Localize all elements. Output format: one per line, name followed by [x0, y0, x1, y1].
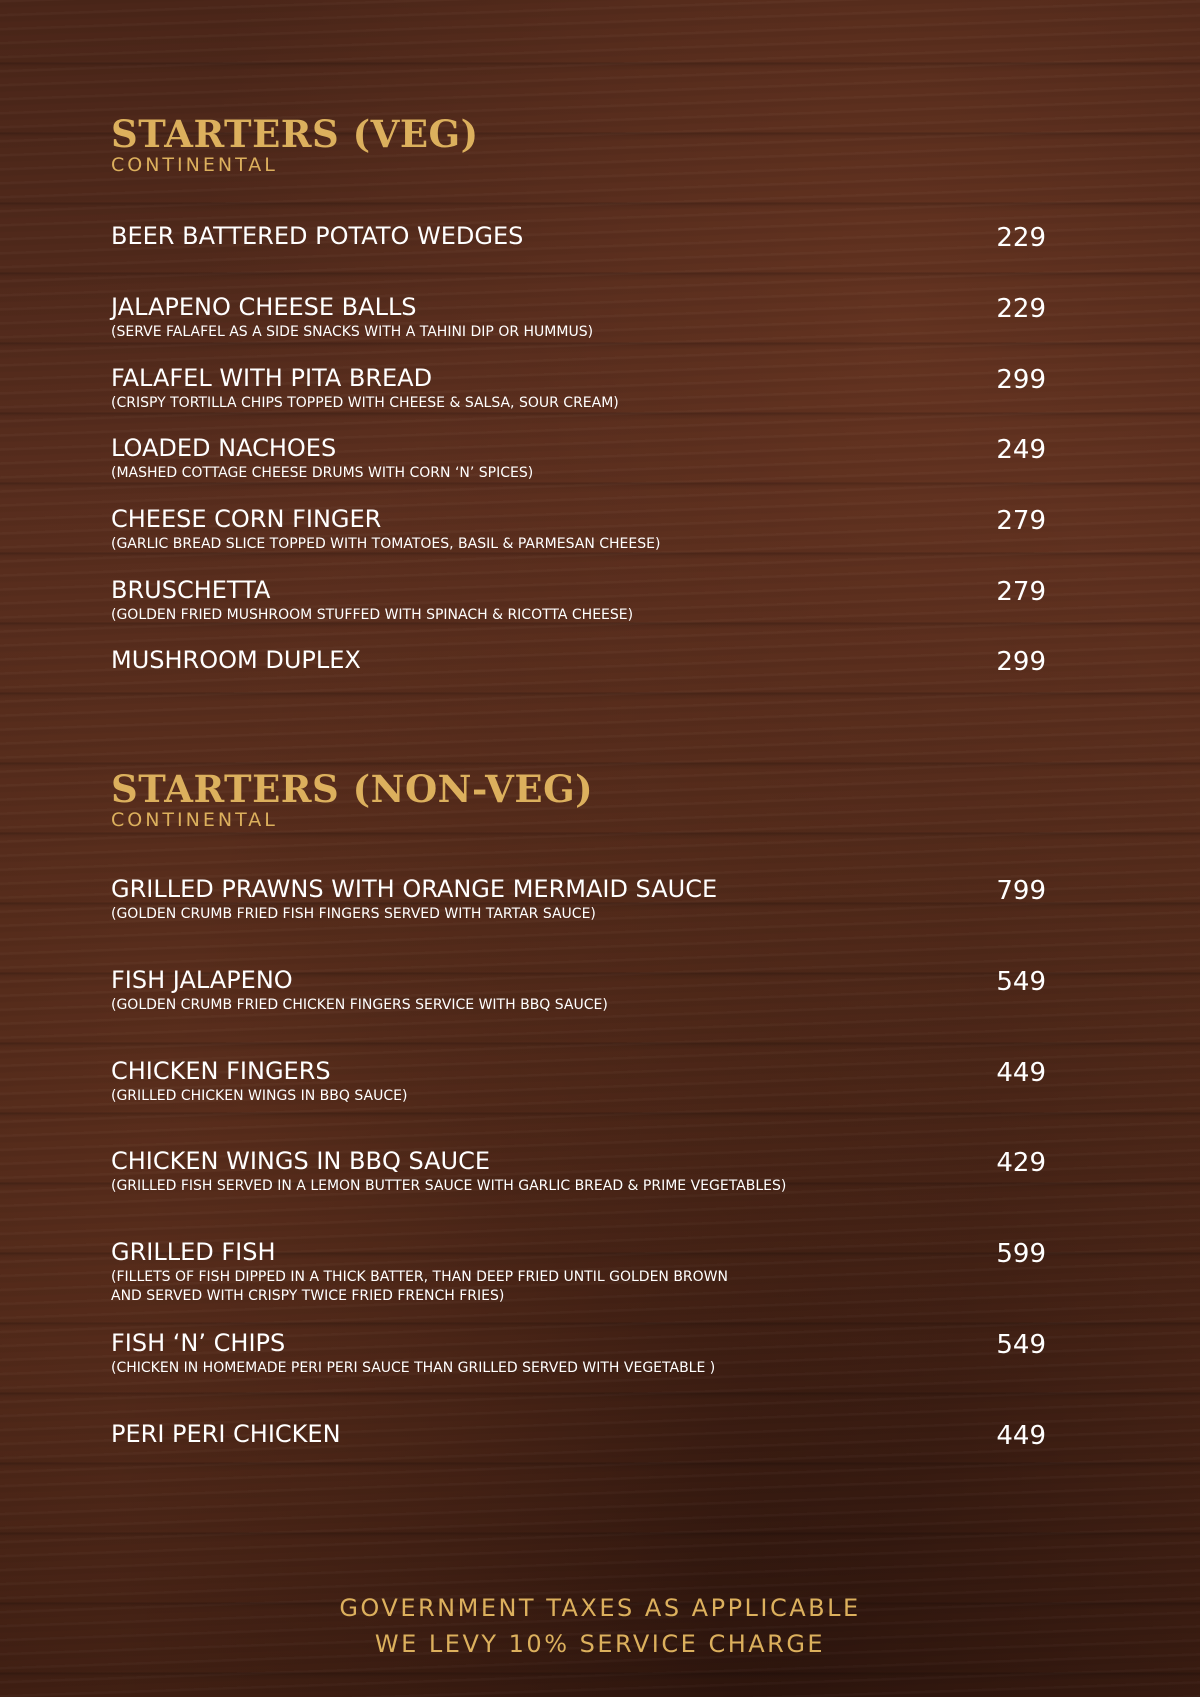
item-description: (SERVE FALAFEL AS A SIDE SNACKS WITH A TAHINI DIP OR HUMMUS) — [111, 324, 594, 340]
item-name: BEER BATTERED POTATO WEDGES — [111, 222, 524, 250]
item-name: MUSHROOM DUPLEX — [111, 646, 361, 674]
section-title: STARTERS (NON-VEG) — [111, 767, 594, 811]
item-price: 429 — [996, 1148, 1046, 1178]
item-name: CHEESE CORN FINGER — [111, 505, 382, 533]
item-price: 229 — [996, 294, 1046, 324]
section-title: STARTERS (VEG) — [111, 112, 479, 156]
footer-service-charge-note: WE LEVY 10% SERVICE CHARGE — [374, 1630, 826, 1658]
menu-item — [111, 875, 1046, 924]
section-subtitle: CONTINENTAL — [111, 809, 278, 831]
menu-item — [111, 434, 1046, 483]
item-description: (GOLDEN FRIED MUSHROOM STUFFED WITH SPINACH & RICOTTA CHEESE) — [111, 607, 634, 623]
item-name: FALAFEL WITH PITA BREAD — [111, 364, 433, 392]
item-description: (MASHED COTTAGE CHEESE DRUMS WITH CORN ‘N’ SPICES) — [111, 465, 534, 481]
menu-item — [111, 966, 1046, 1015]
item-price: 229 — [996, 223, 1046, 253]
item-name: FISH JALAPENO — [111, 966, 293, 994]
item-name: GRILLED FISH — [111, 1238, 276, 1266]
item-name: FISH ‘N’ CHIPS — [111, 1329, 286, 1357]
menu-item — [111, 505, 1046, 554]
item-description: (GRILLED CHICKEN WINGS IN BBQ SAUCE) — [111, 1088, 408, 1104]
menu-item — [111, 576, 1046, 625]
item-price: 299 — [996, 365, 1046, 395]
menu-item — [111, 364, 1046, 413]
menu-item — [111, 293, 1046, 342]
item-description: (GOLDEN CRUMB FRIED CHICKEN FINGERS SERVICE WITH BBQ SAUCE) — [111, 997, 608, 1013]
menu-item — [111, 222, 1046, 253]
item-price: 449 — [996, 1421, 1046, 1451]
menu-item — [111, 1147, 1046, 1196]
item-description: (FILLETS OF FISH DIPPED IN A THICK BATTER, THAN DEEP FRIED UNTIL GOLDEN BROWN AND SERVED WITH CRISPY TWICE FRIED FRENCH FRIES) — [111, 1269, 728, 1304]
item-description: (CRISPY TORTILLA CHIPS TOPPED WITH CHEESE & SALSA, SOUR CREAM) — [111, 395, 619, 411]
item-name: CHICKEN FINGERS — [111, 1057, 331, 1085]
item-name: GRILLED PRAWNS WITH ORANGE MERMAID SAUCE — [111, 875, 718, 903]
menu-item — [111, 1420, 1046, 1451]
menu-item — [111, 1057, 1046, 1106]
item-price: 799 — [996, 876, 1046, 906]
menu-item — [111, 1238, 1046, 1306]
item-price: 249 — [996, 435, 1046, 465]
item-name: JALAPENO CHEESE BALLS — [111, 293, 417, 321]
item-description: (GRILLED FISH SERVED IN A LEMON BUTTER SAUCE WITH GARLIC BREAD & PRIME VEGETABLES) — [111, 1178, 787, 1194]
item-name: BRUSCHETTA — [111, 576, 271, 604]
menu-item — [111, 646, 1046, 677]
item-price: 549 — [996, 1330, 1046, 1360]
item-name: CHICKEN WINGS IN BBQ SAUCE — [111, 1147, 491, 1175]
section-header-non-veg — [111, 769, 1046, 831]
section-subtitle: CONTINENTAL — [111, 154, 278, 176]
item-price: 449 — [996, 1058, 1046, 1088]
footer-tax-note: GOVERNMENT TAXES AS APPLICABLE — [339, 1594, 861, 1622]
item-price: 549 — [996, 967, 1046, 997]
item-price: 279 — [996, 577, 1046, 607]
footer-notice — [0, 1590, 1200, 1662]
section-header-veg — [111, 114, 1046, 176]
item-price: 279 — [996, 506, 1046, 536]
menu-item — [111, 1329, 1046, 1378]
item-price: 599 — [996, 1239, 1046, 1269]
item-name: LOADED NACHOES — [111, 434, 337, 462]
item-description: (GOLDEN CRUMB FRIED FISH FINGERS SERVED WITH TARTAR SAUCE) — [111, 906, 596, 922]
item-name: PERI PERI CHICKEN — [111, 1420, 341, 1448]
item-description: (CHICKEN IN HOMEMADE PERI PERI SAUCE THAN GRILLED SERVED WITH VEGETABLE ) — [111, 1360, 716, 1376]
item-description: (GARLIC BREAD SLICE TOPPED WITH TOMATOES, BASIL & PARMESAN CHEESE) — [111, 536, 661, 552]
item-price: 299 — [996, 647, 1046, 677]
